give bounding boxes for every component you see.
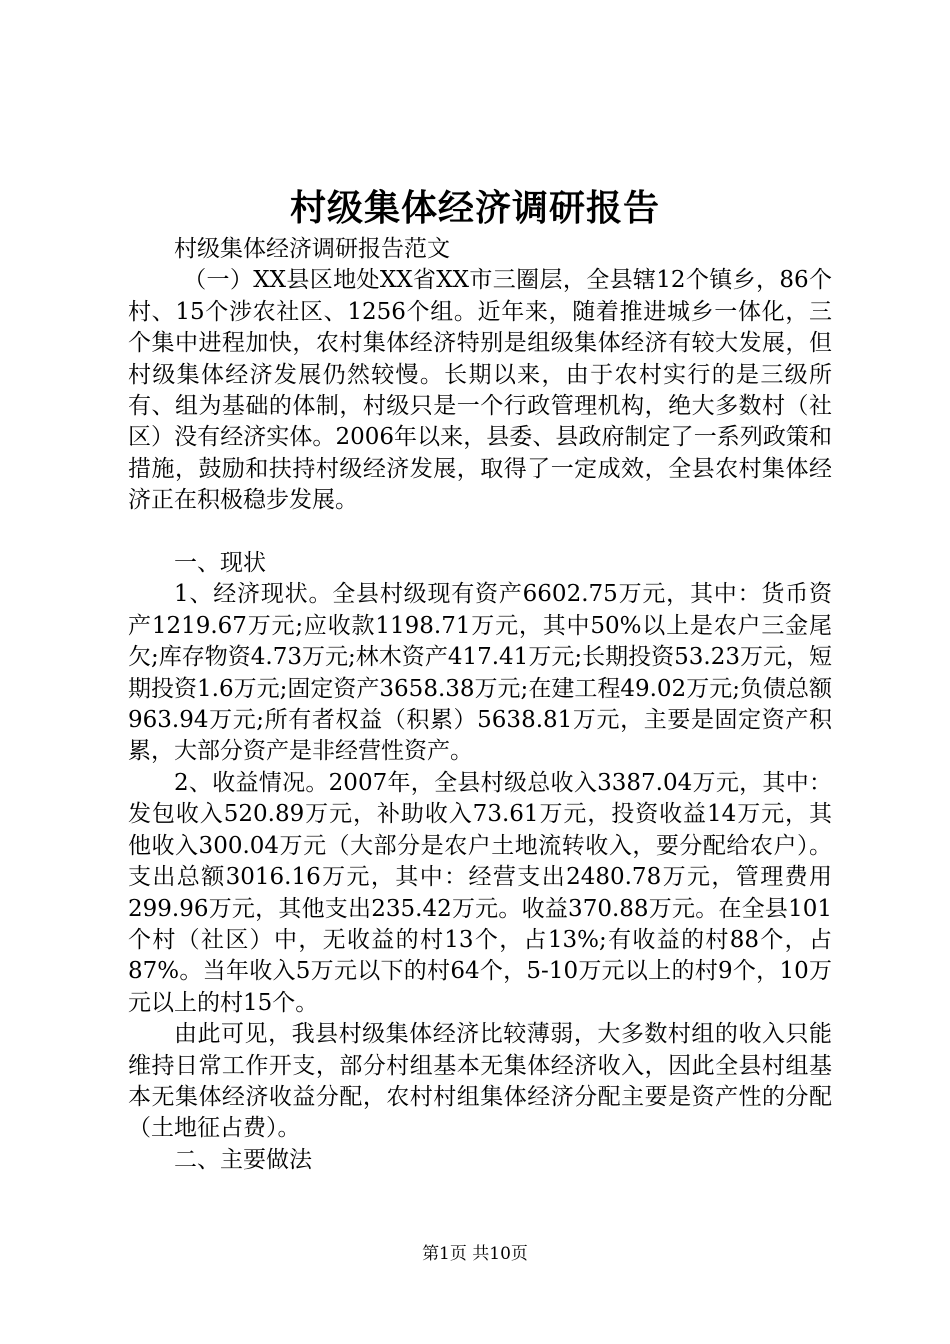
section-heading-practices: 二、主要做法: [174, 1146, 312, 1173]
paragraph-conclusion: 由此可见，我县村级集体经济比较薄弱，大多数村组的收入只能维持日常工作开支，部分村组基本无集体经济收入，因此全县村组基本无集体经济收益分配，农村村组集体经济分配主要是资产性的分配（土地征占费）。: [128, 1021, 832, 1142]
paragraph-economic-status: 1、经济现状。全县村级现有资产6602.75万元，其中：货币资产1219.67万元;应收款1198.71万元，其中50%以上是农户三金尾欠;库存物资4.73万元;林木资产417.41万元;长期投资53.23万元，短期投资1.6万元;固定资产3658.38万元;在建工程49.02万元;负债总额963.94万元;所有者权益（积累）5638.81万元，主要是固定资产积累，大部分资产是非经营性资产。: [128, 581, 832, 765]
paragraph-income: 2、收益情况。2007年，全县村级总收入3387.04万元，其中：发包收入520.89万元，补助收入73.61万元，投资收益14万元，其他收入300.04万元（大部分是农户土地流转收入，要分配给农户）。支出总额3016.16万元，其中：经营支出2480.78万元，管理费用299.96万元，其他支出235.42万元。收益370.88万元。在全县101个村（社区）中，无收益的村13个，占13%;有收益的村88个，占87%。当年收入5万元以下的村64个，5-10万元以上的村9个，10万元以上的村15个。: [128, 769, 832, 1016]
section-heading-status: 一、现状: [174, 550, 266, 577]
document-subtitle: 村级集体经济调研报告范文: [174, 236, 450, 262]
page-footer: 第1页 共10页: [422, 1244, 528, 1264]
document-title: 村级集体经济调研报告: [289, 187, 660, 229]
paragraph-intro: （一）XX县区地处XX省XX市三圈层，全县辖12个镇乡，86个村、15个涉农社区、1256个组。近年来，随着推进城乡一体化，三个集中进程加快，农村集体经济特别是组级集体经济有较大发展，但村级集体经济发展仍然较慢。长期以来，由于农村实行的是三级所有、组为基础的体制，村级只是一个行政管理机构，绝大多数村（社区）没有经济实体。2006年以来，县委、县政府制定了一系列政策和措施，鼓励和扶持村级经济发展，取得了一定成效，全县农村集体经济正在积极稳步发展。: [128, 267, 832, 514]
document-body: [128, 234, 832, 1176]
